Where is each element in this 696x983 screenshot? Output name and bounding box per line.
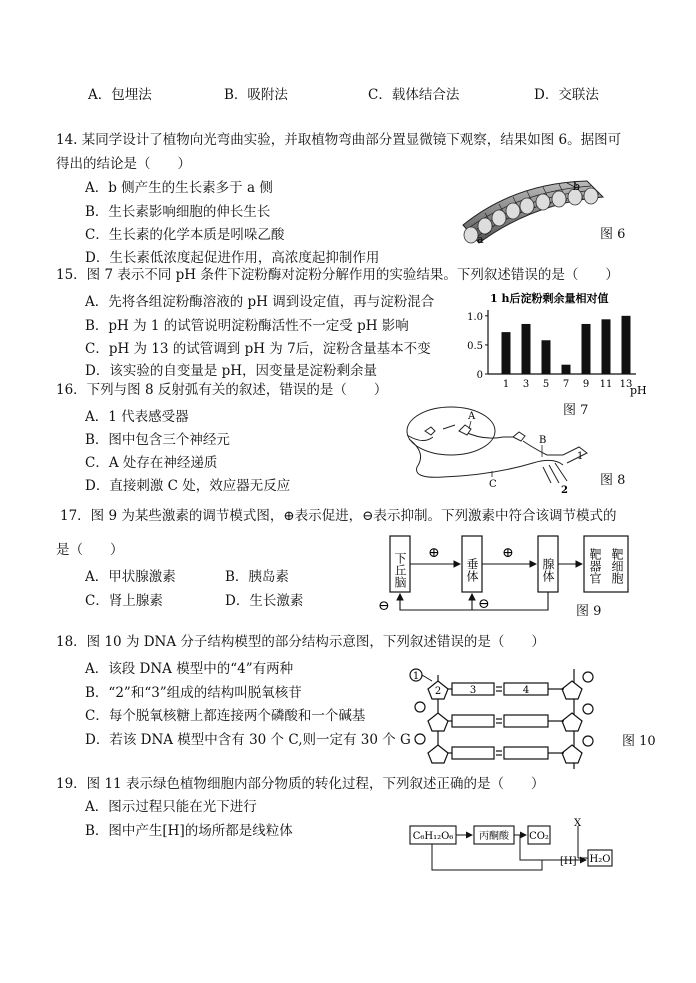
fig11-h2o: H₂O (589, 854, 611, 865)
fig9-text-gland: 腺体 (541, 558, 555, 582)
fig9-text-target-cell: 靶细胞 (610, 548, 624, 584)
q16-option-b: B．图中包含三个神经元 (85, 432, 230, 448)
fig8-label-1: 1 (577, 451, 584, 462)
figure-6-label: 图 6 (600, 227, 626, 242)
chart-x-label: pH (630, 384, 647, 397)
figure-8-reflex-arc (403, 405, 603, 497)
chart-bar-ph-7 (562, 365, 571, 374)
fig8-label-2: 2 (561, 485, 568, 496)
fig8-label-C: C (489, 479, 497, 490)
figure-10-label: 图 10 (622, 734, 656, 749)
q15-option-a: A．先将各组淀粉酶溶液的 pH 调到设定值，再与淀粉混合 (85, 294, 435, 310)
figure-8-label: 图 8 (600, 473, 626, 488)
q13-option-c: C．载体结合法 (368, 87, 460, 103)
chart-x-tick-label: 3 (522, 379, 530, 390)
q18-option-d: D．若该 DNA 模型中含有 30 个 C,则一定有 30 个 G (85, 732, 411, 748)
fig9-text-pituitary: 垂体 (465, 558, 479, 582)
q18-option-a: A．该段 DNA 模型中的“4”有两种 (85, 661, 294, 677)
q14-option-b: B．生长素影响细胞的伸长生长 (85, 204, 271, 220)
chart-bar-ph-5 (542, 340, 551, 374)
fig9-minus-2: ⊖ (478, 596, 490, 612)
q17-option-a: A．甲状腺激素 (85, 569, 176, 585)
fig9-plus-1: ⊕ (428, 545, 440, 561)
fig11-co2: CO₂ (529, 831, 549, 842)
fig8-label-A: A (468, 411, 476, 422)
fig11-h: [H] (560, 856, 577, 867)
q16-stem: 16．下列与图 8 反射弧有关的叙述，错误的是（ ） (56, 382, 388, 398)
q13-option-a: A．包埋法 (88, 87, 152, 103)
figure-11-metabolism (408, 816, 618, 878)
q18-option-b: B．“2”和“3”组成的结构叫脱氧核苷 (85, 685, 302, 701)
chart-y-tick-label: 0 (476, 370, 483, 381)
q17-stem-line1: 17．图 9 为某些激素的调节模式图，⊕表示促进，⊖表示抑制。下列激素中符合该调节模式的 (60, 508, 617, 524)
q14-option-a: A．b 侧产生的生长素多于 a 侧 (85, 180, 273, 196)
fig10-label-2: 2 (434, 686, 442, 697)
q14-stem-line2: 得出的结论是（ ） (56, 156, 191, 172)
fig11-x: X (574, 818, 582, 829)
q16-option-d: D．直接刺激 C 处，效应器无反应 (85, 478, 291, 494)
fig10-label-4: 4 (522, 685, 530, 696)
q15-option-d: D．该实验的自变量是 pH，因变量是淀粉剩余量 (85, 363, 378, 379)
q13-option-b: B．吸附法 (224, 87, 288, 103)
figure-7-bar-chart (458, 290, 648, 400)
q16-option-c: C．A 处存在神经递质 (85, 455, 218, 471)
chart-y-tick-label: 1.0 (467, 311, 483, 323)
figure-9-label: 图 9 (576, 604, 602, 619)
fig11-glucose: C₆H₁₂O₆ (412, 831, 454, 842)
chart-bar-ph-3 (522, 324, 531, 374)
chart-x-tick-label: 7 (562, 379, 570, 390)
fig9-text-hypothalamus: 下丘脑 (393, 552, 407, 588)
q17-option-b: B．胰岛素 (225, 569, 289, 585)
q18-stem: 18．图 10 为 DNA 分子结构模型的部分结构示意图，下列叙述错误的是（ ） (56, 634, 545, 650)
chart-x-tick-label: 11 (599, 379, 613, 390)
q18-option-c: C．每个脱氧核糖上都连接两个磷酸和一个碱基 (85, 708, 366, 724)
q14-option-c: C．生长素的化学本质是吲哚乙酸 (85, 227, 285, 243)
figure-7-label: 图 7 (563, 403, 589, 418)
fig11-pyruvate: 丙酮酸 (479, 831, 509, 842)
fig9-plus-2: ⊕ (502, 545, 514, 561)
chart-y-tick-label: 0.5 (467, 340, 483, 352)
fig6-label-a: a (477, 233, 484, 246)
q15-stem: 15．图 7 表示不同 pH 条件下淀粉酶对淀粉分解作用的实验结果。下列叙述错误的是（ ） (56, 267, 619, 283)
q19-option-a: A．图示过程只能在光下进行 (85, 799, 257, 815)
q17-option-c: C．肾上腺素 (85, 593, 163, 609)
q13-option-d: D．交联法 (534, 87, 599, 103)
fig9-text-target-organ: 靶器官 (588, 548, 602, 584)
chart-x-tick-label: 9 (582, 379, 590, 390)
q15-option-b: B．pH 为 1 的试管说明淀粉酶活性不一定受 pH 影响 (85, 318, 409, 334)
q17-option-d: D．生长激素 (225, 593, 304, 609)
fig10-label-1: 1 (412, 671, 420, 682)
chart-x-tick-label: 1 (502, 379, 510, 390)
q19-option-b: B．图中产生[H]的场所都是线粒体 (85, 823, 293, 839)
q14-stem-line1: 14. 某同学设计了植物向光弯曲实验，并取植物弯曲部分置显微镜下观察，结果如图 6。据图可 (56, 132, 622, 148)
fig8-label-B: B (539, 435, 547, 446)
fig9-minus-1: ⊖ (378, 598, 390, 614)
chart-bar-ph-11 (602, 319, 611, 374)
q19-stem: 19．图 11 表示绿色植物细胞内部分物质的转化过程，下列叙述正确的是（ ） (56, 776, 545, 792)
chart-title: 1 h后淀粉剩余量相对值 (490, 292, 609, 305)
q16-option-a: A．1 代表感受器 (85, 409, 189, 425)
q15-option-c: C．pH 为 13 的试管调到 pH 为 7后，淀粉含量基本不变 (85, 341, 431, 357)
chart-bar-ph-13 (622, 316, 631, 374)
chart-x-tick-label: 5 (542, 379, 550, 390)
q14-option-d: D．生长素低浓度起促进作用，高浓度起抑制作用 (85, 250, 380, 266)
fig10-label-3: 3 (469, 685, 477, 696)
q17-stem-line2: 是（ ） (56, 542, 124, 558)
chart-x-tick-label: 13 (619, 379, 633, 390)
chart-bar-ph-1 (502, 332, 511, 374)
figure-10-dna-model (408, 661, 618, 773)
fig6-label-b: b (573, 180, 581, 193)
chart-bar-ph-9 (582, 324, 591, 374)
